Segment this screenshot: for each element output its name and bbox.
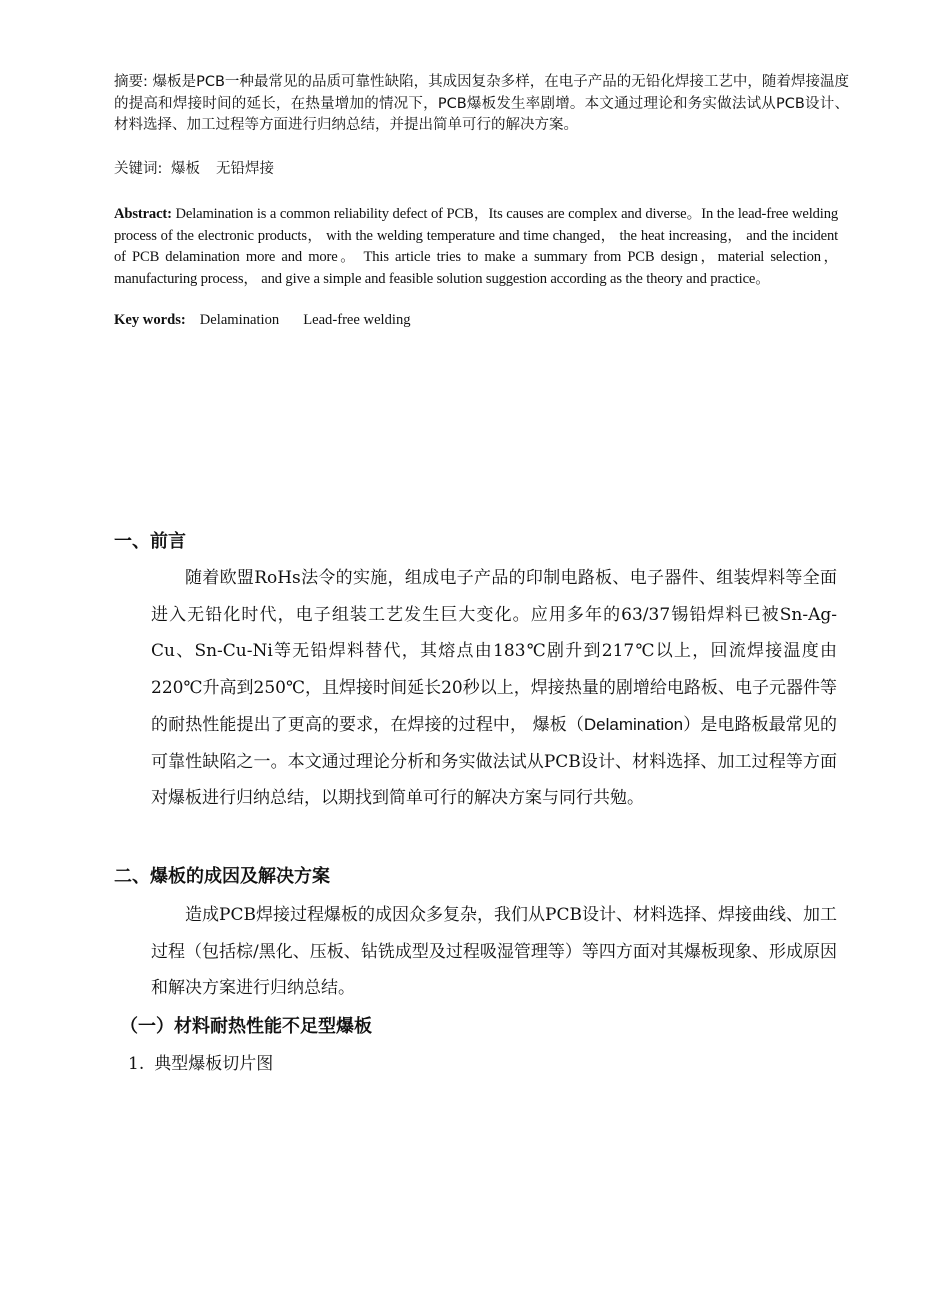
en-keywords-label: Key words: [114, 312, 186, 328]
en-keywords [114, 310, 411, 331]
cn-abstract-label: 摘要 [114, 74, 144, 90]
cn-abstract-text: 爆板是PCB一种最常见的品质可靠性缺陷，其成因复杂多样，在电子产品的无铅化焊接工艺中，随着焊接温度的提高和焊接时间的延长，在热量增加的情况下，PCB爆板发生率剧增。本文通过理论和务实做法试从PCB设计、材料选择、加工过程等方面进行归纳总结，并提出简单可行的解决方案。 [114, 74, 850, 133]
cn-keywords-label: 关键词 [114, 161, 158, 177]
cn-abstract [114, 72, 849, 137]
cn-abstract-sep: : [143, 74, 153, 90]
section-heading: 一、前言 [114, 531, 186, 552]
en-abstract [114, 204, 838, 290]
cn-keyword: 爆板 [171, 161, 200, 177]
paragraph-text: 随着欧盟RoHs法令的实施，组成电子产品的印制电路板、电子器件、组装焊料等全面进入无铅化时代，电子组装工艺发生巨大变化。应用多年的63/37锡铅焊料已被Sn-Ag-Cu、Sn-Cu-Ni等无铅焊料替代，其熔点由183℃剧升到217℃以上，回流焊接温度由220℃升高到250℃，且焊接时间延长20秒以上，焊接热量的剧增给电路板、电子元器件等的耐热性能提出了更高的要求，在焊接的过程中， 爆板 [151, 568, 837, 735]
cn-keywords [114, 159, 274, 180]
section-heading: 二、爆板的成因及解决方案 [114, 866, 330, 887]
list-item [128, 1050, 273, 1078]
cn-keywords-sep: : [157, 161, 167, 177]
list-text: 典型爆板切片图 [154, 1054, 274, 1074]
paragraph-text: 是电路板最常见的可靠性缺陷之一。本文通过理论分析和务实做法试从PCB设计、材料选择、加工过程等方面对爆板进行归纳总结，以期找到简单可行的解决方案与同行共勉。 [151, 714, 837, 809]
en-abstract-label: Abstract: [114, 206, 172, 222]
cn-keyword: 无铅焊接 [216, 161, 274, 177]
en-abstract-text: Delamination is a common reliability defect of PCB，Its causes are complex and diverse。In the lead-free welding process of the electronic products， with the welding temperature and time changed， the heat increasing， and the incident of PCB delamination more and more。 This article tries to make a summary from PCB design，material selection，manufacturing process， and give a simple and feasible solution suggestion according as the theory and practice。 [114, 206, 838, 287]
section-paragraph [151, 560, 837, 817]
list-number: 1. [128, 1054, 145, 1074]
en-keyword: Lead-free welding [303, 312, 411, 328]
en-keyword: Delamination [199, 312, 280, 328]
subsection-heading: （一）材料耐热性能不足型爆板 [120, 1016, 372, 1037]
section-paragraph: 造成PCB焊接过程爆板的成因众多复杂，我们从PCB设计、材料选择、焊接曲线、加工过程（包括棕/黑化、压板、钻铣成型及过程吸湿管理等）等四方面对其爆板现象、形成原因和解决方案进行归纳总结。 [151, 905, 837, 999]
term-delamination: （Delamination） [566, 714, 701, 734]
